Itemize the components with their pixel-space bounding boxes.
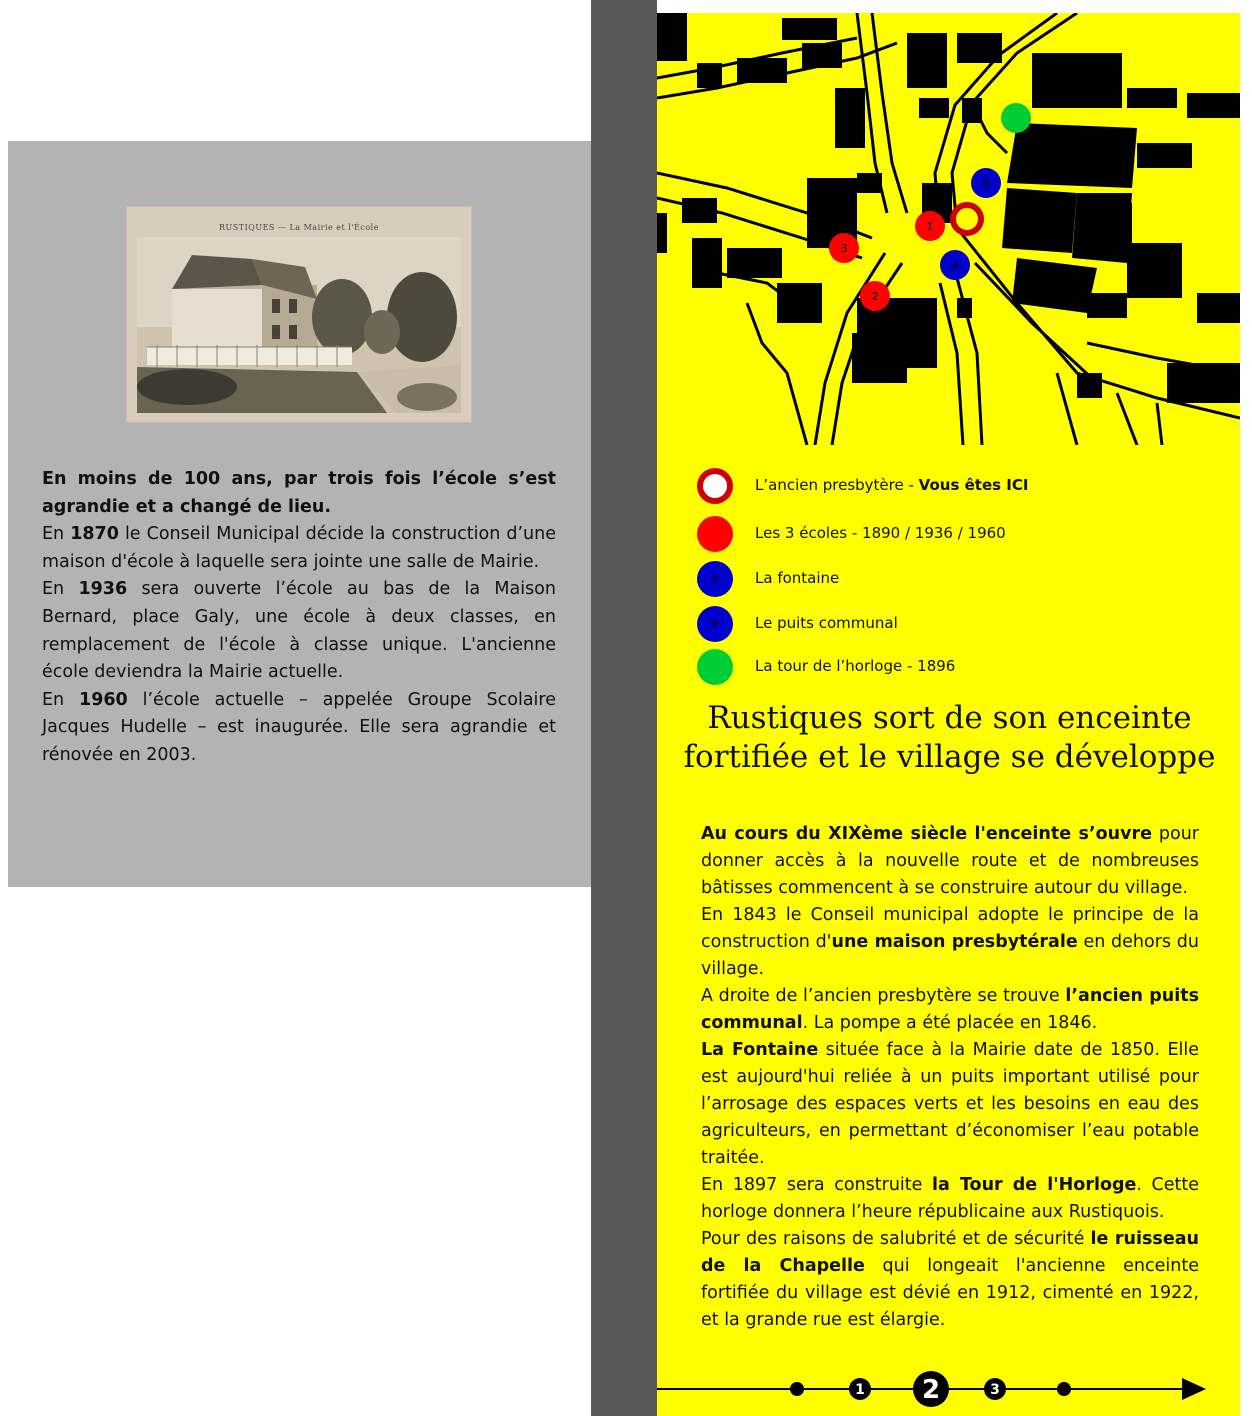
yellow-panel <box>657 13 1240 1416</box>
map-marker-label-1: 1 <box>926 220 934 233</box>
map-marker-label-A: A <box>951 259 959 272</box>
legend-ring-red <box>697 468 733 504</box>
p3-b: l’école actuelle – appelée Groupe Scolaire Jacques Hudelle – est inaugurée. Elle sera agrandie et rénovée en 2003. <box>42 689 556 765</box>
village-map <box>657 13 1240 445</box>
timeline-dot <box>790 1382 804 1396</box>
paragraph-fountain <box>701 1037 1199 1172</box>
paragraph-1870 <box>42 521 556 576</box>
title-line-1: Rustiques sort de son enceinte <box>707 700 1192 736</box>
dark-divider-band <box>591 0 657 1416</box>
timeline-arrow-icon <box>1182 1378 1206 1400</box>
left-panel <box>8 141 591 887</box>
legend-dot-green <box>697 649 733 685</box>
p2-b: sera ouverte l’école au bas de la Maison Bernard, place Galy, une école à deux classes, en remplacement de l'école à classe unique. L'ancienne école deviendra la Mairie actuelle. <box>42 579 556 683</box>
intro-bold: En moins de 100 ans, par trois fois l’école s’est agrandie et a changé de lieu. <box>42 469 556 517</box>
p4-rest: située face à la Mairie date de 1850. Elle est aujourd'hui reliée à un puits important utilisé pour l’arrosage des espaces verts et les besoins en eau des agriculteurs, en permettant d’économiser l’eau potable traitée. <box>701 1040 1200 1168</box>
p3-bold: l’ancien puits communal <box>701 986 1199 1033</box>
p1-a: En <box>42 524 71 545</box>
paragraph-1960 <box>42 687 556 770</box>
paragraph-well <box>701 983 1199 1037</box>
timeline-step-label-1: 1 <box>855 1382 865 1398</box>
legend-label-presbytery: L’ancien presbytère - Vous êtes ICI <box>755 476 1029 494</box>
timeline-step-label-2: 2 <box>921 1375 941 1405</box>
postcard-image <box>127 207 471 422</box>
legend-label-clock-tower: La tour de l’horloge - 1896 <box>755 657 956 675</box>
legend-label-well: Le puits communal <box>755 614 898 632</box>
you-are-here-marker <box>953 205 981 233</box>
step-timeline <box>657 1363 1240 1415</box>
village-history-text <box>701 821 1199 1334</box>
p6-b: qui longeait l'ancienne enceinte fortifiée du village est dévié en 1912, cimenté en 1922, et la grande rue est élargie. <box>701 1256 1199 1330</box>
p4-bold: La Fontaine <box>701 1040 819 1060</box>
p2-bold: une maison presbytérale <box>831 932 1078 952</box>
legend-dot-blue-b: B <box>697 606 733 642</box>
map-marker-label-2: 2 <box>871 290 879 303</box>
p2-b: en dehors du village. <box>701 932 1199 979</box>
legend-dot-red <box>697 516 733 552</box>
map-marker-label-B: B <box>982 177 990 190</box>
paragraph-enceinte <box>701 821 1199 902</box>
section-title <box>677 699 1222 777</box>
p2-a: En <box>42 579 79 600</box>
p6-bold: le ruisseau de la Chapelle <box>701 1229 1199 1276</box>
p5-a: En 1897 sera construite <box>701 1175 933 1195</box>
legend-label-schools: Les 3 écoles - 1890 / 1936 / 1960 <box>755 524 1006 542</box>
p6-a: Pour des raisons de salubrité et de sécurité <box>701 1229 1091 1249</box>
legend-dot-blue-a: A <box>697 561 733 597</box>
school-history-text <box>42 466 556 770</box>
p1-rest: pour donner accès à la nouvelle route et de nombreuses bâtisses commencent à se construire autour du village. <box>701 824 1199 898</box>
paragraph-clock-tower <box>701 1172 1199 1226</box>
paragraph-1936 <box>42 576 556 686</box>
p5-b: . Cette horloge donnera l’heure républicaine aux Rustiquois. <box>701 1175 1199 1222</box>
year-1870: 1870 <box>70 524 119 545</box>
p5-bold: la Tour de l'Horloge <box>932 1175 1137 1195</box>
title-line-2: fortifiée et le village se développe <box>683 739 1216 775</box>
school-postcard-photo <box>126 206 472 423</box>
p3-a: En <box>42 689 80 710</box>
legend-label-fountain: La fontaine <box>755 569 840 587</box>
map-marker-clock-tower <box>1001 103 1031 133</box>
timeline-dot <box>1057 1382 1071 1396</box>
year-1960: 1960 <box>79 689 128 710</box>
p3-b: . La pompe a été placée en 1846. <box>802 1013 1098 1033</box>
p2-a: En 1843 le Conseil municipal adopte le principe de la construction d' <box>701 905 1199 952</box>
you-are-here-label: Vous êtes ICI <box>918 476 1029 494</box>
p1-b: le Conseil Municipal décide la construction d’une maison d'école à laquelle sera jointe une salle de Mairie. <box>42 524 556 572</box>
timeline-step-label-3: 3 <box>990 1382 1000 1398</box>
postcard-caption: RUSTIQUES — La Mairie et l'École <box>219 223 379 232</box>
paragraph-stream <box>701 1226 1199 1334</box>
p3-a: A droite de l’ancien presbytère se trouve <box>701 986 1066 1006</box>
map-marker-label-3: 3 <box>840 242 848 255</box>
year-1936: 1936 <box>78 579 128 600</box>
intro-paragraph <box>42 466 556 521</box>
p1-bold: Au cours du XIXème siècle l'enceinte s’ouvre <box>701 824 1152 844</box>
paragraph-presbytery <box>701 902 1199 983</box>
